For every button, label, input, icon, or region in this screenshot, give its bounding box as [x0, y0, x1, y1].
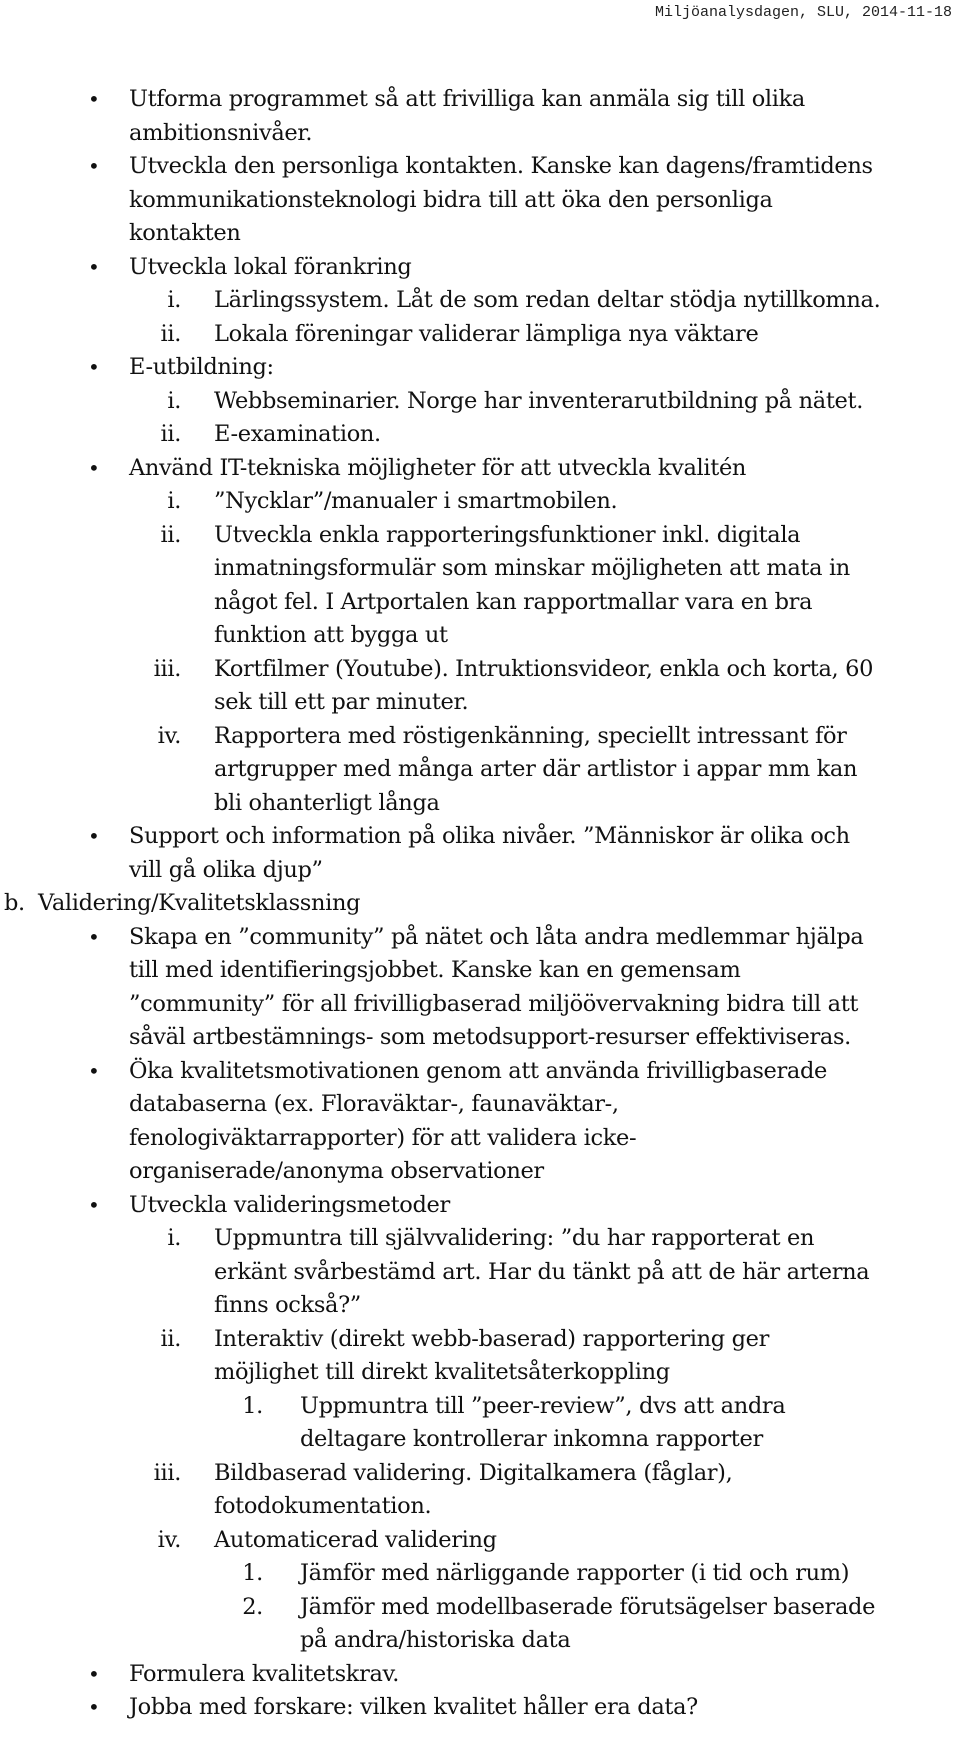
list-item-continuation — [0, 1155, 960, 1189]
list-item-continuation — [0, 854, 960, 888]
sub-list-item-continuation — [0, 1289, 960, 1323]
sub-list-item — [0, 519, 960, 553]
sub-list-item — [0, 1222, 960, 1256]
list-item — [0, 150, 960, 184]
sub-list-item-text: bli ohanterligt långa — [214, 789, 440, 816]
sub-list-item-text: Interaktiv (direkt webb-baserad) rapportering ger — [214, 1325, 770, 1352]
list-item-continuation — [0, 217, 960, 251]
list-item-text: databaserna (ex. Floraväktar-, faunaväktar-, — [129, 1091, 619, 1117]
sub-list-item-text: ”Nycklar”/manualer i smartmobilen. — [214, 488, 618, 514]
sub-list-item-text: fotodokumentation. — [214, 1493, 432, 1519]
sub-list-item — [0, 418, 960, 452]
sub-list-item-continuation — [0, 552, 960, 586]
bullet-marker: • — [88, 355, 100, 379]
sub-sub-list-item — [0, 1557, 960, 1591]
bullet-marker: • — [88, 1058, 100, 1083]
sub-sub-list-item-continuation — [0, 1423, 960, 1457]
list-item — [0, 921, 960, 955]
list-item-continuation — [0, 988, 960, 1022]
list-item-continuation — [0, 1122, 960, 1156]
sub-sub-list-item — [0, 1390, 960, 1424]
sub-sub-list-item-continuation — [0, 1624, 960, 1658]
list-item-continuation — [0, 954, 960, 988]
bullet-marker: • — [88, 154, 100, 178]
bullet-marker: • — [88, 455, 100, 480]
list-item-text: Öka kvalitetsmotivationen genom att använda frivilligbaserade — [129, 1057, 828, 1084]
list-item-text: kontakten — [129, 220, 241, 246]
sub-list-item-text: möjlighet till direkt kvalitetsåterkoppling — [214, 1359, 670, 1385]
sub-sub-list-item — [0, 1591, 960, 1625]
page-header: Miljöanalysdagen, SLU, 2014-11-18 — [654, 4, 952, 21]
sub-list-item-text: inmatningsformulär som minskar möjligheten att mata in — [214, 555, 850, 581]
sub-sub-list-item-text: Uppmuntra till ”peer-review”, dvs att andra — [300, 1392, 786, 1419]
sub-sub-list-item-text: på andra/historiska data — [300, 1627, 571, 1653]
sub-sub-list-item-text: deltagare kontrollerar inkomna rapporter — [300, 1426, 763, 1452]
sub-list-item-text: Lärlingssystem. Låt de som redan deltar stödja nytillkomna. — [214, 287, 881, 313]
roman-marker: iv. — [157, 722, 181, 749]
sub-list-item-text: artgrupper med många arter där artlistor i appar mm kan — [214, 756, 858, 782]
sub-list-item-continuation — [0, 1256, 960, 1290]
list-item-text: Utveckla den personliga kontakten. Kanske kan dagens/framtidens — [129, 153, 873, 179]
sub-list-item-text: erkänt svårbestämd art. Har du tänkt på att de här arterna — [214, 1258, 870, 1285]
sub-list-item — [0, 485, 960, 519]
sub-list-item-continuation — [0, 586, 960, 620]
list-item-text: Support och information på olika nivåer. ”Människor är olika och — [129, 823, 850, 849]
sub-list-item — [0, 1457, 960, 1491]
list-item-text: ambitionsnivåer. — [129, 119, 313, 146]
sub-list-item-text: finns också?” — [214, 1292, 361, 1318]
list-item-text: vill gå olika djup” — [129, 856, 323, 883]
list-item-text: fenologiväktarrapporter) för att validera icke- — [129, 1124, 637, 1151]
roman-marker: iii. — [153, 655, 181, 682]
list-item-text: såväl artbestämnings- som metodsupport-resurser effektiviseras. — [129, 1024, 851, 1050]
roman-marker: ii. — [160, 521, 181, 548]
list-item — [0, 251, 960, 285]
list-item-text: Formulera kvalitetskrav. — [129, 1660, 400, 1687]
list-item — [0, 452, 960, 486]
roman-marker: ii. — [160, 421, 181, 447]
sub-list-item-text: Uppmuntra till självvalidering: ”du har rapporterat en — [214, 1225, 815, 1251]
roman-marker: i. — [167, 488, 181, 514]
sub-sub-list-item-text: Jämför med närliggande rapporter (i tid och rum) — [300, 1560, 850, 1586]
roman-marker: iii. — [153, 1459, 181, 1486]
list-item-text: Skapa en ”community” på nätet och låta andra medlemmar hjälpa — [129, 923, 864, 950]
sub-list-item — [0, 1524, 960, 1558]
bullet-marker: • — [88, 87, 100, 111]
roman-marker: ii. — [160, 320, 181, 347]
bullet-marker: • — [88, 254, 100, 279]
bullet-marker: • — [88, 824, 100, 848]
list-item-text: Utveckla valideringsmetoder — [129, 1191, 450, 1218]
list-item-text: till med identifieringsjobbet. Kanske kan en gemensam — [129, 957, 741, 983]
number-marker: 1. — [242, 1560, 263, 1586]
sub-list-item-text: något fel. I Artportalen kan rapportmallar vara en bra — [214, 588, 813, 615]
list-item — [0, 820, 960, 854]
letter-marker: b. — [4, 890, 25, 916]
number-marker: 1. — [242, 1392, 263, 1419]
list-item-continuation — [0, 117, 960, 151]
list-item-text: Använd IT-tekniska möjligheter för att utveckla kvalitén — [129, 454, 747, 481]
list-item-text: organiserade/anonyma observationer — [129, 1158, 544, 1184]
roman-marker: ii. — [160, 1325, 181, 1352]
list-item-text: Utveckla lokal förankring — [129, 253, 412, 280]
sub-list-item-text: Rapportera med röstigenkänning, speciellt intressant för — [214, 722, 847, 749]
sub-list-item-text: Webbseminarier. Norge har inventerarutbildning på nätet. — [214, 387, 864, 414]
bullet-marker: • — [88, 1661, 100, 1686]
list-item-continuation — [0, 1021, 960, 1055]
list-item — [0, 1189, 960, 1223]
sub-list-item-text: funktion att bygga ut — [214, 622, 448, 648]
bullet-marker: • — [88, 924, 100, 949]
sub-list-item — [0, 720, 960, 754]
list-item — [0, 1658, 960, 1692]
list-item-continuation — [0, 1088, 960, 1122]
sub-list-item-text: Lokala föreningar validerar lämpliga nya väktare — [214, 320, 759, 347]
section-heading — [0, 887, 960, 921]
sub-list-item-text: sek till ett par minuter. — [214, 689, 469, 715]
sub-list-item-text: Automaticerad validering — [214, 1526, 497, 1553]
sub-list-item-continuation — [0, 686, 960, 720]
sub-list-item-continuation — [0, 1490, 960, 1524]
roman-marker: iv. — [157, 1526, 181, 1553]
roman-marker: i. — [167, 287, 181, 313]
list-item-text: ”community” för all frivilligbaserad miljöövervakning bidra till att — [129, 990, 859, 1017]
sub-list-item-continuation — [0, 619, 960, 653]
sub-list-item — [0, 1323, 960, 1357]
bullet-marker: • — [88, 1695, 100, 1719]
sub-list-item-text: E-examination. — [214, 421, 381, 447]
list-item-continuation — [0, 184, 960, 218]
sub-list-item-continuation — [0, 753, 960, 787]
section-heading-text: Validering/Kvalitetsklassning — [38, 890, 361, 916]
list-item-text: E-utbildning: — [129, 354, 274, 380]
roman-marker: i. — [167, 387, 181, 414]
roman-marker: i. — [167, 1225, 181, 1251]
list-item — [0, 351, 960, 385]
list-item — [0, 1055, 960, 1089]
sub-list-item-continuation — [0, 787, 960, 821]
list-item-text: kommunikationsteknologi bidra till att öka den personliga — [129, 186, 773, 213]
list-item — [0, 1691, 960, 1725]
document-body — [0, 83, 960, 1725]
sub-sub-list-item-text: Jämför med modellbaserade förutsägelser baserade — [300, 1593, 876, 1620]
list-item — [0, 83, 960, 117]
sub-list-item — [0, 318, 960, 352]
list-item-text: Jobba med forskare: vilken kvalitet håller era data? — [129, 1694, 698, 1720]
list-item-text: Utforma programmet så att frivilliga kan anmäla sig till olika — [129, 86, 805, 112]
sub-list-item — [0, 284, 960, 318]
number-marker: 2. — [242, 1593, 263, 1620]
sub-list-item-continuation — [0, 1356, 960, 1390]
sub-list-item — [0, 385, 960, 419]
sub-list-item-text: Bildbaserad validering. Digitalkamera (fåglar), — [214, 1459, 733, 1486]
sub-list-item — [0, 653, 960, 687]
bullet-marker: • — [88, 1192, 100, 1217]
sub-list-item-text: Kortfilmer (Youtube). Intruktionsvideor, enkla och korta, 60 — [214, 655, 874, 682]
sub-list-item-text: Utveckla enkla rapporteringsfunktioner inkl. digitala — [214, 521, 801, 548]
